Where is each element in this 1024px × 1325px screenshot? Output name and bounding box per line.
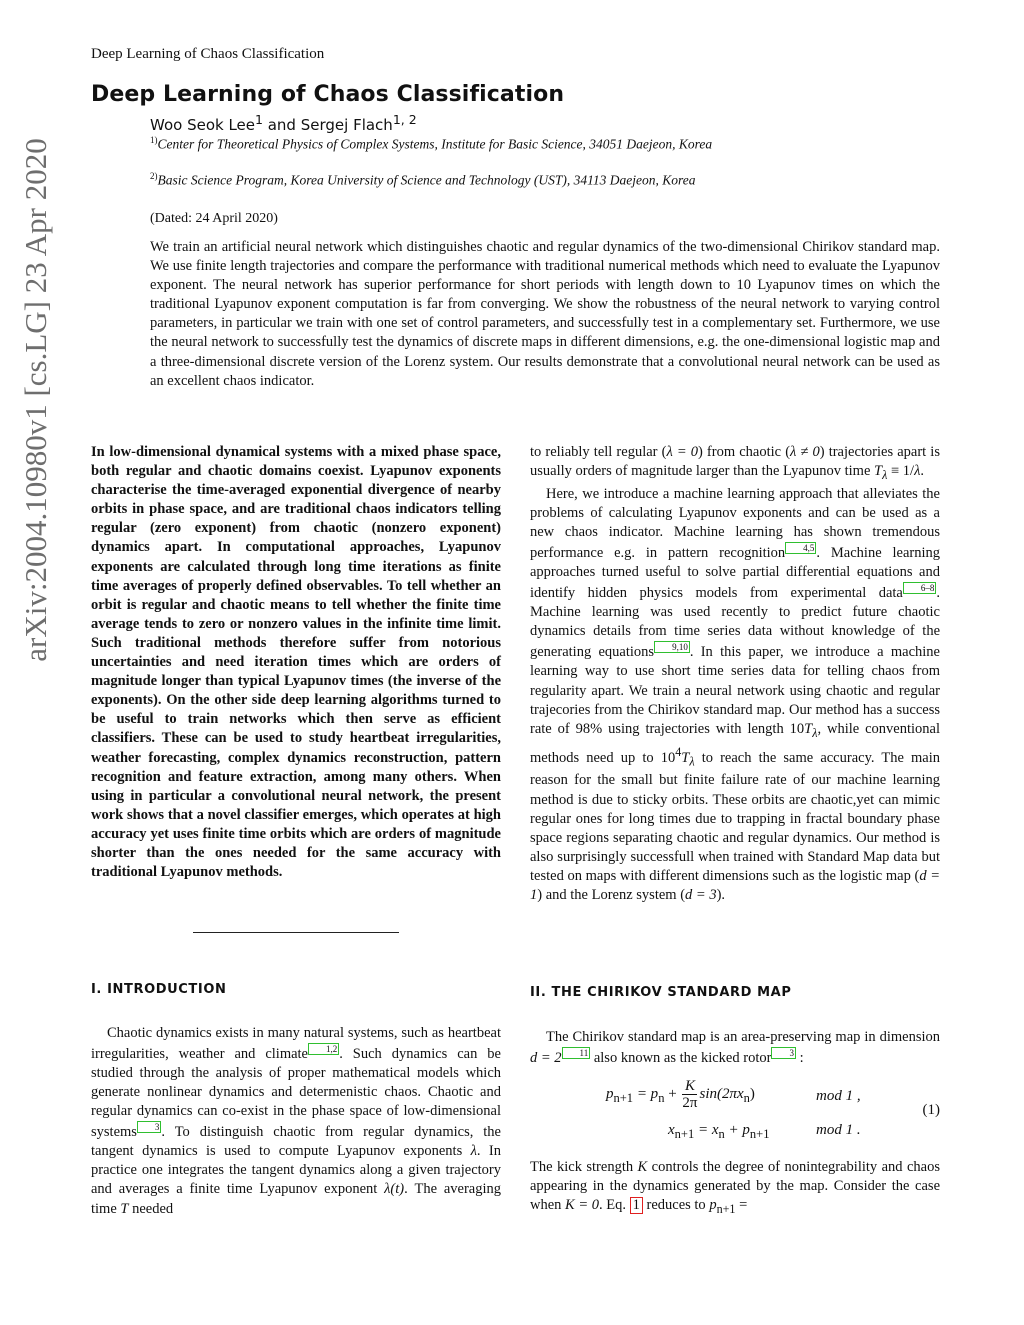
equation-mod: mod 1 , [816, 1088, 861, 1104]
citation-link[interactable]: 4,5 [785, 542, 816, 554]
citation-link[interactable]: 3 [771, 1047, 796, 1059]
citation-link[interactable]: 3 [137, 1121, 162, 1133]
lead-paragraph: In low-dimensional dynamical systems with a mixed phase space, both regular and chaotic domains coexist. Lyapunov exponents characterise the time-averaged exponential divergence of nearby orbits in phase space, and are traditional chaos indicators telling regular (zero exponent) from chaotic (nonzero exponent) dynamics apart. In computational approaches, Lyapunov exponents are calculated through long time iterations as finite time averages of properly defined observables. To tell whether an orbit is regular and chaotic means to tell whether the finite time average tends to zero or nonzero values in the infinite time limit. Such traditional methods therefore suffer from notorious uncertainties and need iteration times which are orders of magnitude longer than typical Lyapunov times (the inverse of the exponents). On the other side deep learning algorithms turned to be useful to train networks which then serve as efficient classifiers. These can be used to study heartbeat irregularities, weather forecasting, complex dynamics reconstruction, pattern recognition and feature extraction, among many others. When using in particular a convolutional neural network, the present work shows that a novel classifier emerges, which operates at high accuracy yet uses finite time orbits which are orders of magnitude shorter than the ones needed for the same accuracy with traditional Lyapunov methods. [91, 444, 501, 881]
affiliation [150, 131, 790, 154]
date-line: (Dated: 24 April 2020) [150, 211, 278, 226]
section-heading-introduction: I. INTRODUCTION [91, 982, 227, 997]
author-affiliation-mark: 1, 2 [392, 112, 417, 127]
author-name: Sergej Flach [300, 116, 393, 134]
affiliation-mark: 2) [150, 171, 158, 181]
equation-mod: mod 1 . [816, 1122, 861, 1138]
fraction: $\frac{K}{2\pi}$ [682, 1078, 698, 1111]
equation-1 [590, 1078, 940, 1142]
affiliation-mark: 1) [150, 135, 158, 145]
section-divider [193, 932, 399, 933]
affiliation-text: Center for Theoretical Physics of Complex Systems, Institute for Basic Science, 34051 Daejeon, Korea [157, 136, 713, 152]
equation-line-p: $p_{n+1} = p_n$ + $\frac{K}{2\pi}$ $\sin(2\pi x_n)$ [606, 1078, 755, 1111]
standard-map-paragraph: The kick strength K controls the degree of nonintegrability and chaos appearing in the dynamics generated by the map. Consider the case when K = 0. Eq. 1 reduces to $p_{n+1}$ = [530, 1159, 940, 1217]
paper-title: Deep Learning of Chaos Classification [91, 82, 565, 107]
abstract: We train an artificial neural network which distinguishes chaotic and regular dynamics of the two-dimensional Chirikov standard map. We use finite length trajectories and compare the performance with traditional numerical methods which need to evaluate the Lyapunov exponent. The neural network has superior performance for short periods with length down to 10 Lyapunov times on which the traditional Lyapunov exponent computation is far from converging. We show the robustness of the neural network to varying control parameters, in particular we train with one set of control parameters, and successfully test in a complementary set. Furthermore, we use the neural network to successfully test the dynamics of discrete maps in different dimensions, e.g. the one-dimensional logistic map and a three-dimensional discrete version of the Lorenz system. Our results demonstrate that a convolutional neural network can be used as an excellent chaos indicator. [150, 239, 940, 389]
affiliation [150, 167, 790, 190]
citation-link[interactable]: 9,10 [654, 641, 690, 653]
author-name: Woo Seok Lee [150, 116, 256, 134]
introduction-paragraph: Chaotic dynamics exists in many natural systems, such as heartbeat irregularities, weather and climate 1,2 . Such dynamics can be studied through the analysis of proper mathematical models which generate nonlinear dynamics and determenistic chaos. Chaotic and regular dynamics can co-exist in the phase space of low-dimensional systems 3 . To distinguish chaotic from regular dynamics, the tangent dynamics is used to compute Lyapunov exponents λ. In practice one integrates the tangent dynamics along a given trajectory and averages a finite time Lyapunov exponent λ(t). The averaging time T needed [91, 1025, 501, 1217]
author-affiliation-mark: 1 [255, 112, 263, 127]
equation-reference-link[interactable]: 1 [630, 1197, 643, 1214]
author-connector: and [262, 116, 301, 134]
right-column-intro [530, 443, 940, 905]
equation-number: (1) [922, 1102, 940, 1118]
paragraph: Here, we introduce a machine learning approach that alleviates the problems of calculating Lyapunov exponents and can be used as a new chaos indicator. Machine learning has shown tremendous performance e.g. in pattern recognition 4,5 . Machine learning approaches turned useful to solve partial differential equations and identify hidden physics models from experimental data 6–8 . Machine learning was used recently to predict future chaotic dynamics details from time series data without knowledge of the generating equations 9,10 . In this paper, we introduce a machine learning way to use short time series data for telling chaos from regularity apart. We train a neural network using chaotic and regular trajecories from the Chirikov standard map. Our method has a success rate of 98% using trajectories with length $10T_\lambda$, while conventional methods need up to $10^4T_\lambda$ to reach the same accuracy. The main reason for the small but finite failure rate of our machine learning method is due to sticky orbits. These orbits are chaotic,yet can mimic regular ones for long times due to trapping in fractal boundary phase space regions separating chaotic and regular dynamics. Our method is also surprisingly successfull when trained with Standard Map data but tested on maps with different dimensions such as the logistic map (d = 1) and the Lorenz system (d = 3). [530, 486, 940, 904]
citation-link[interactable]: 6–8 [903, 582, 937, 594]
running-head: Deep Learning of Chaos Classification [91, 46, 325, 62]
citation-link[interactable]: 1,2 [308, 1043, 339, 1055]
section-heading-standard-map: II. THE CHIRIKOV STANDARD MAP [530, 985, 792, 1000]
affiliation-text: Basic Science Program, Korea University of Science and Technology (UST), 34113 Daejeon, Korea [157, 172, 696, 188]
citation-link[interactable]: 11 [562, 1047, 591, 1059]
paragraph: to reliably tell regular (λ = 0) from chaotic (λ ≠ 0) trajectories apart is usually orders of magnitude larger than the Lyapunov time $T_\lambda \equiv 1/\lambda$. [530, 444, 940, 482]
arxiv-stamp: arXiv:2004.10980v1 [cs.LG] 23 Apr 2020 [18, 138, 53, 662]
standard-map-paragraph: The Chirikov standard map is an area-preserving map in dimension d = 2 11 also known as the kicked rotor 3 : [530, 1029, 940, 1066]
equation-line-x: $x_{n+1} = x_n + p_{n+1}$ [668, 1122, 770, 1141]
